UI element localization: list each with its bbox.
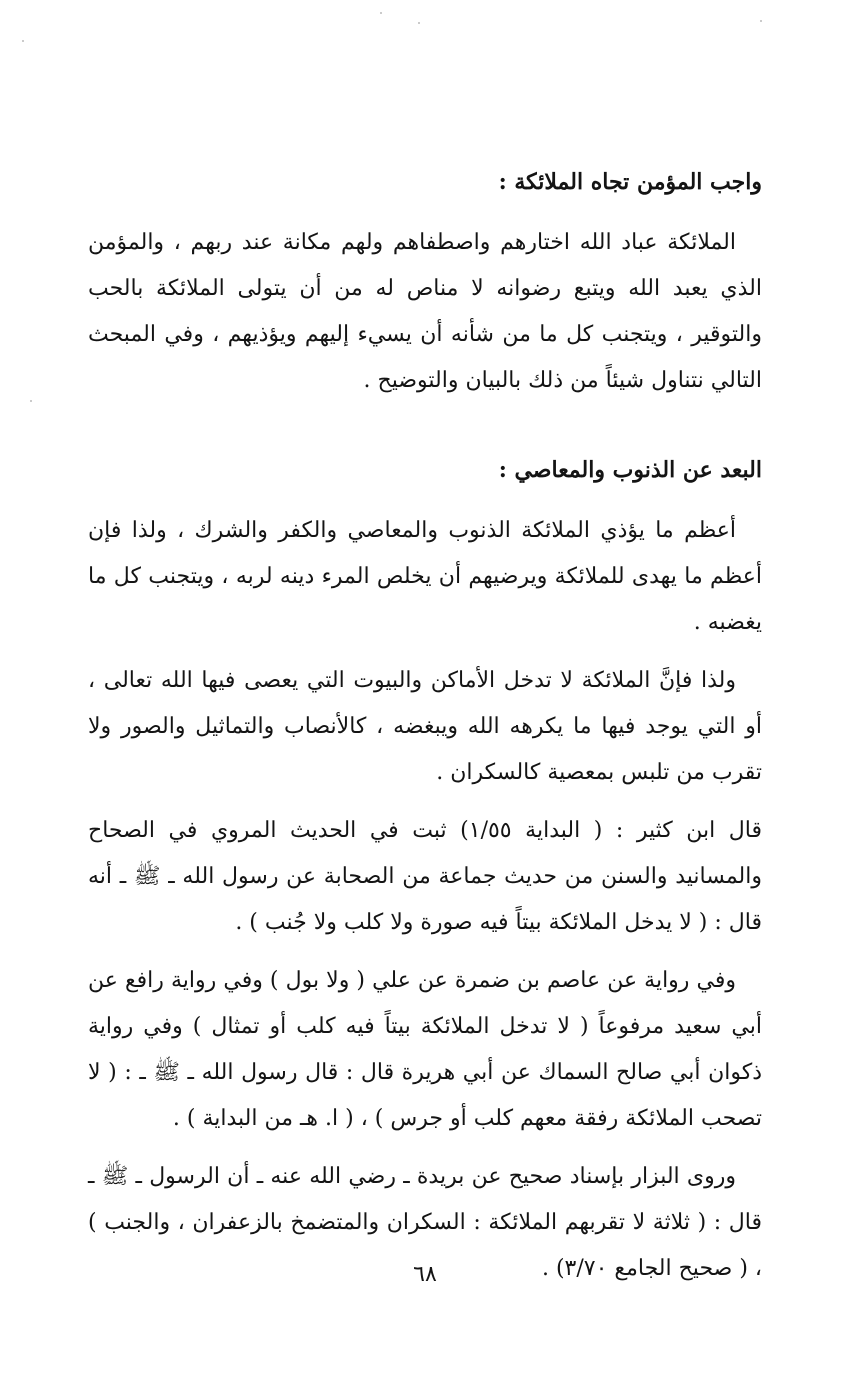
scan-speck: [380, 12, 382, 14]
scan-speck: [760, 20, 762, 22]
page-number: ٦٨: [413, 1262, 437, 1287]
paragraph-narrations: وفي رواية عن عاصم بن ضمرة عن علي ( ولا بول ) وفي رواية رافع عن أبي سعيد مرفوعاً ( لا تدخل الملائكة بيتاً فيه كلب أو تمثال ) وفي رواية ذكوان أبي صالح السماك عن أبي هريرة قال : قال رسول الله ـ ﷺ ـ : ( لا تصحب الملائكة رفقة معهم كلب أو جرس ) ، ( ا. هـ من البداية ) .: [88, 968, 762, 1131]
scan-speck: [30, 400, 32, 402]
section-heading-believer-duty: واجب المؤمن تجاه الملائكة :: [498, 169, 762, 195]
section-heading-avoid-sins: البعد عن الذنوب والمعاصي :: [498, 457, 762, 483]
scan-speck: [22, 40, 24, 42]
paragraph-intro: الملائكة عباد الله اختارهم واصطفاهم ولهم مكانة عند ربهم ، والمؤمن الذي يعبد الله ويتبع رضوانه لا مناص له من أن يتولى الملائكة بالحب والتوقير ، ويتجنب كل ما من شأنه أن يسيء إليهم ويؤذيهم ، وفي المبحث التالي نتناول شيئاً من ذلك بالبيان والتوضيح .: [88, 230, 762, 393]
paragraph-ibn-kathir: قال ابن كثير : ( البداية ١/٥٥) ثبت في الحديث المروي في الصحاح والمسانيد والسنن من حديث جماعة من الصحابة عن رسول الله ـ ﷺ ـ أنه قال : ( لا يدخل الملائكة بيتاً فيه صورة ولا كلب ولا جُنب ) .: [88, 818, 763, 935]
scan-speck: [418, 22, 420, 24]
page-body: [88, 160, 762, 1304]
paragraph-places: ولذا فإنَّ الملائكة لا تدخل الأماكن والبيوت التي يعصى فيها الله تعالى ، أو التي يوجد فيها ما يكرهه الله ويبغضه ، كالأنصاب والتماثيل والصور ولا تقرب من تلبس بمعصية كالسكران .: [88, 668, 762, 785]
paragraph-greatest-harm: أعظم ما يؤذي الملائكة الذنوب والمعاصي والكفر والشرك ، ولذا فإن أعظم ما يهدى للملائكة ويرضيهم أن يخلص المرء دينه لربه ، ويتجنب كل ما يغضبه .: [88, 518, 762, 635]
paragraph-bazzar: وروى البزار بإسناد صحيح عن بريدة ـ رضي الله عنه ـ أن الرسول ـ ﷺ ـ قال : ( ثلاثة لا تقربهم الملائكة : السكران والمتضمخ بالزعفران ، والجنب ) ، ( صحيح الجامع ٣/٧٠) .: [88, 1164, 762, 1281]
